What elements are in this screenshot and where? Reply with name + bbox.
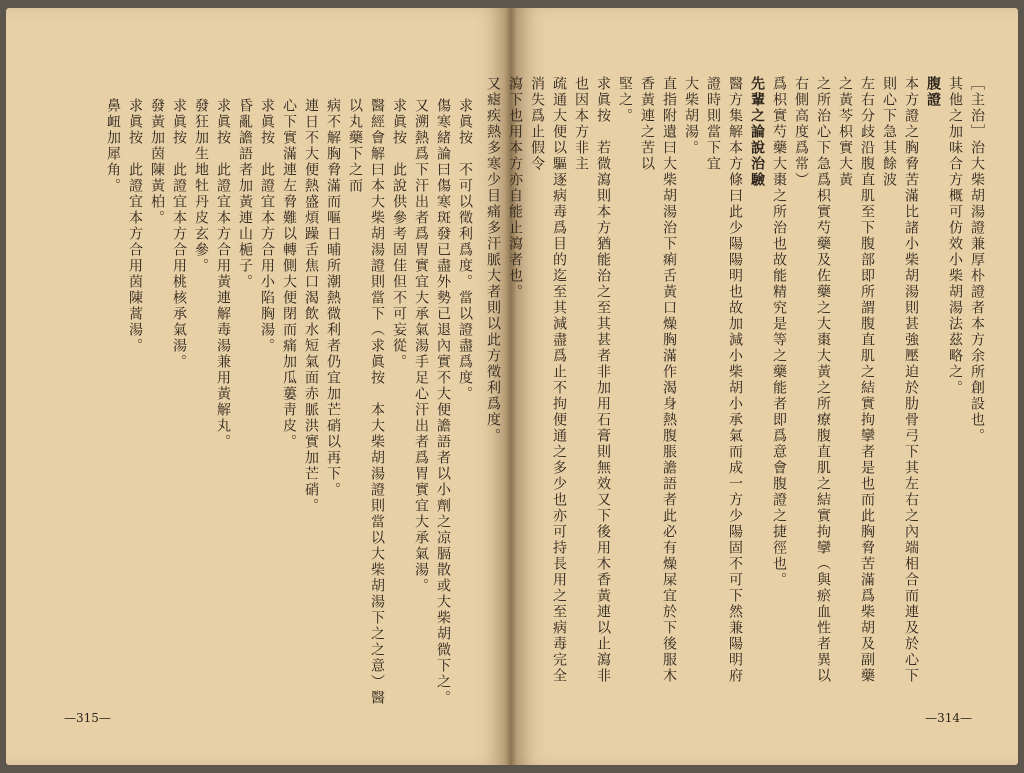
right-page	[485, 8, 1018, 765]
text-line: 求眞按 此證宜本方合用桃核承氣湯。	[171, 98, 187, 370]
text-line: 其他之加味合方概可仿效小柴胡湯法茲略之。	[947, 76, 963, 396]
text-line: 疏通大便以驅逐病毒爲目的迄至其減盡爲止不拘便通之多少也亦可持長用之至病毒完全消失爲止假令	[529, 76, 567, 684]
text-line: 直指附遺曰大柴胡湯治下痢舌黃口燥胸滿作渴身熱腹脹譫語者此必有燥屎宜於下後服木香黃連之苦以	[639, 76, 677, 684]
text-line: 左右分歧沿腹直肌至下腹部即所謂腹直肌之結實拘攣者是也而此胸脅苦滿爲柴胡及副藥之黃芩枳實大黃	[837, 76, 875, 684]
text-line: 傷寒緒論曰傷寒斑發已盡外勢已退內實不大便譫語者以小劑之凉膈散或大柴胡微下之。	[435, 98, 451, 706]
text-line: 堅之。	[617, 76, 633, 124]
left-page	[6, 8, 506, 765]
text-line: 又瘧疾熱多寒少目痛多汗脈大者則以此方徵利爲度。	[485, 76, 501, 444]
text-line: 求眞按 不可以徵利爲度。當以證盡爲度。	[457, 98, 473, 402]
text-line: 大柴胡湯。	[683, 76, 699, 156]
text-line: 爲枳實芍藥大棗之所治也故能精究是等之藥能者即爲意會腹證之捷徑也。	[771, 76, 787, 588]
text-line: 之所治心下急爲枳實芍藥及佐藥之大棗大黃之所療腹直肌之結實拘攣（與瘀血性者異以右側高度爲常）	[793, 76, 831, 684]
text-line: 心下實滿連左脅難以轉側大便閉而痛加瓜蔞靑皮。	[281, 98, 297, 450]
text-line: 醫經會解曰本大柴胡湯證則當下（求眞按 本大柴胡湯證則當以大柴胡湯下之之意）醫以丸藥下之而	[347, 98, 385, 706]
text-line: 發黃加茵陳黃柏。	[149, 98, 165, 226]
text-line: 發狂加生地牡丹皮玄參。	[193, 98, 209, 274]
text-line: 瀉下也用本方亦自能止瀉者也。	[507, 76, 523, 300]
text-line: 病不解胸脅滿而嘔日晡所潮熱微利者仍宜加芒硝以再下。	[325, 98, 341, 498]
text-line: 求眞按 此證宜本方合用黃連解毒湯兼用黃解丸。	[215, 98, 231, 450]
left-page-text	[46, 98, 476, 718]
text-line: 求眞按 若微瀉則本方猶能治之至其甚者非加用石膏則無效又下後用木香黃連以止瀉非也因本方非主	[573, 76, 611, 684]
text-line: 求眞按 此說供參考固佳但不可妄從。	[391, 98, 407, 370]
text-line: 求眞按 此證宜本方合用茵陳蒿湯。	[127, 98, 143, 354]
page-number-right: —314—	[925, 711, 972, 725]
text-line: 又溯熱爲下汗出者爲胃實宜大承氣湯手足心汗出者爲胃實宜大承氣湯。	[413, 98, 429, 594]
text-line: 本方證之胸脅苦滿比諸小柴胡湯則甚強壓迫於肋骨弓下其左右之內端相合而連及於心下則心下急其餘波	[881, 76, 919, 684]
text-line: 求眞按 此證宜本方合用小陷胸湯。	[259, 98, 275, 354]
section-heading-abdominal-signs: 腹證	[925, 76, 941, 108]
section-heading-predecessors: 先輩之論說治驗	[749, 76, 765, 188]
text-line: 鼻衄加犀角。	[105, 98, 121, 194]
text-line: 昏亂譫語者加黃連山梔子。	[237, 98, 253, 290]
right-page-text	[485, 76, 988, 696]
text-line: ［主治］治大柴胡湯證兼厚朴證者本方余所創設也。	[969, 76, 985, 444]
text-line: 醫方集解本方條曰此少陽陽明也故加減小柴胡小承氣而成一方少陽固不可下然兼陽明府證時則當下宜	[705, 76, 743, 684]
text-line: 連日不大便熱盛煩躁舌焦口渴飲水短氣面赤脈洪實加芒硝。	[303, 98, 319, 514]
page-number-left: —315—	[64, 711, 111, 725]
